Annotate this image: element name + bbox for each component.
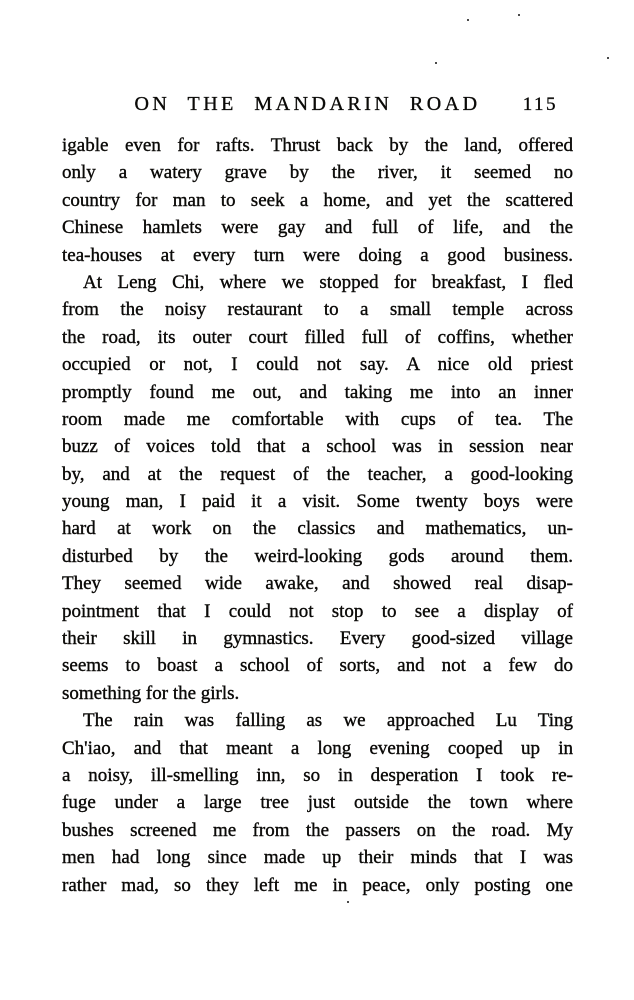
text-line: the road, its outer court filled full of coffins, whether bbox=[62, 326, 573, 348]
text-line: by, and at the request of the teacher, a good-looking bbox=[62, 463, 573, 485]
text-line: men had long since made up their minds that I was bbox=[62, 847, 573, 869]
text-line: occupied or not, I could not say. A nice old priest bbox=[62, 354, 573, 376]
text-line: hard at work on the classics and mathematics, un- bbox=[62, 518, 573, 540]
page-number: 115 bbox=[522, 94, 558, 115]
text-line: seems to boast a school of sorts, and not a few do bbox=[62, 655, 573, 677]
text-line: buzz of voices told that a school was in session near bbox=[62, 436, 573, 458]
scan-speck bbox=[467, 19, 469, 21]
text-line: Chinese hamlets were gay and full of life, and the bbox=[62, 217, 573, 239]
text-line: room made me comfortable with cups of tea. The bbox=[62, 408, 573, 430]
scan-speck bbox=[435, 62, 437, 64]
text-line: pointment that I could not stop to see a display of bbox=[62, 600, 573, 622]
body-text bbox=[62, 132, 573, 899]
scan-speck bbox=[347, 901, 349, 903]
text-line: something for the girls. bbox=[62, 682, 240, 704]
text-line: country for man to seek a home, and yet the scattered bbox=[62, 189, 573, 211]
text-line: a noisy, ill-smelling inn, so in desperation I took re- bbox=[62, 764, 573, 786]
chapter-title: ON THE MANDARIN ROAD bbox=[134, 93, 481, 115]
text-line: promptly found me out, and taking me into an inner bbox=[62, 381, 573, 403]
text-line: They seemed wide awake, and showed real disap- bbox=[62, 573, 573, 595]
text-line: tea-houses at every turn were doing a good business. bbox=[62, 244, 573, 266]
text-line: At Leng Chi, where we stopped for breakfast, I fled bbox=[83, 271, 573, 293]
text-line: only a watery grave by the river, it seemed no bbox=[62, 162, 573, 184]
text-line: Ch'iao, and that meant a long evening cooped up in bbox=[62, 737, 573, 759]
scan-speck bbox=[607, 57, 609, 59]
text-line: young man, I paid it a visit. Some twenty boys were bbox=[62, 491, 573, 513]
running-header bbox=[62, 93, 573, 119]
text-line: fuge under a large tree just outside the town where bbox=[62, 792, 573, 814]
text-line: rather mad, so they left me in peace, only posting one bbox=[62, 874, 573, 896]
text-line: from the noisy restaurant to a small temple across bbox=[62, 299, 573, 321]
text-line: disturbed by the weird-looking gods around them. bbox=[62, 545, 573, 567]
scan-speck bbox=[518, 14, 520, 16]
text-line: bushes screened me from the passers on the road. My bbox=[62, 819, 573, 841]
text-line: their skill in gymnastics. Every good-sized village bbox=[62, 628, 573, 650]
text-line: igable even for rafts. Thrust back by the land, offered bbox=[62, 135, 573, 156]
text-line: The rain was falling as we approached Lu Ting bbox=[83, 710, 573, 732]
